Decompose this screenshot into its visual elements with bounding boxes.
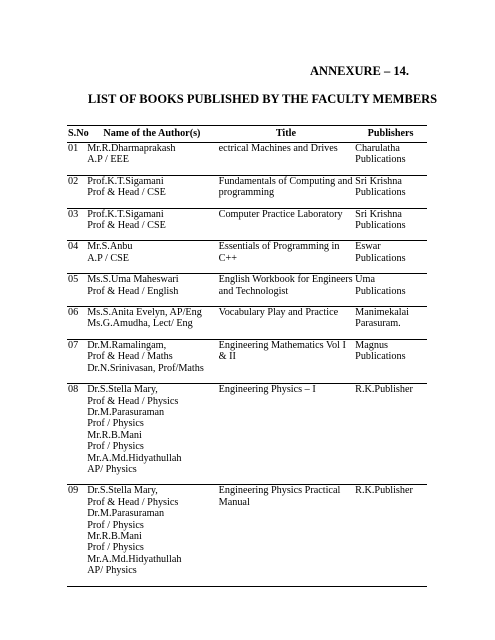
- cell-sno: 02: [67, 175, 86, 208]
- books-table: [67, 125, 427, 587]
- cell-authors-line: Prof / Physics: [87, 441, 144, 453]
- cell-publisher: [354, 339, 427, 383]
- cell-authors-line: A.P / EEE: [87, 154, 129, 166]
- cell-publisher-line: Charulatha: [355, 143, 400, 154]
- cell-sno: 03: [67, 208, 86, 241]
- cell-authors: [86, 307, 217, 340]
- cell-sno: 07: [67, 339, 86, 383]
- annexure-label: ANNEXURE – 14.: [310, 64, 409, 78]
- cell-authors: [86, 241, 217, 274]
- cell-publisher-line: Manimekalai: [355, 307, 409, 319]
- cell-authors-line: Prof / Physics: [87, 519, 144, 531]
- cell-title: [218, 307, 355, 340]
- cell-publisher: [354, 274, 427, 307]
- cell-title: [218, 485, 355, 586]
- cell-authors-line: Dr.M.Parasuraman: [87, 508, 165, 520]
- cell-authors-line: Prof & Head / CSE: [87, 220, 166, 232]
- cell-publisher-line: Sri Krishna: [355, 208, 402, 220]
- cell-publisher-line: Publications: [355, 252, 406, 264]
- column-header-publishers: Publishers: [354, 126, 427, 143]
- cell-publisher-line: Magnus: [355, 339, 388, 351]
- table-row: [67, 485, 427, 586]
- table-header-row: [67, 126, 427, 143]
- cell-title: [218, 384, 355, 485]
- cell-authors-line: Prof.K.T.Sigamani: [87, 175, 164, 187]
- cell-publisher: [354, 384, 427, 485]
- cell-authors-line: Dr.S.Stella Mary,: [87, 485, 158, 497]
- table-row: [67, 307, 427, 340]
- cell-title-line: Vocabulary Play and Practice: [218, 307, 339, 319]
- cell-authors-line: Prof & Head / CSE: [87, 187, 166, 199]
- column-header-title: Title: [218, 126, 355, 143]
- cell-authors-line: Prof / Physics: [87, 418, 144, 430]
- cell-title-line: Engineering Physics – I: [218, 384, 316, 396]
- cell-title: [218, 274, 355, 307]
- cell-authors-line: Dr.S.Stella Mary,: [87, 384, 158, 396]
- cell-authors-line: Mr.R.Dharmaprakash: [87, 143, 176, 154]
- cell-title-line: Engineering Physics Practical: [218, 485, 341, 497]
- cell-sno: 09: [67, 485, 86, 586]
- cell-authors-line: Mr.A.Md.Hidyathullah: [87, 553, 182, 565]
- cell-sno: 08: [67, 384, 86, 485]
- cell-publisher-line: Uma: [355, 274, 375, 286]
- cell-authors-line: Dr.M.Parasuraman: [87, 406, 165, 418]
- cell-publisher-line: Publications: [355, 220, 406, 232]
- table-row: [67, 208, 427, 241]
- cell-authors-line: Ms.S.Anita Evelyn, AP/Eng: [87, 307, 202, 319]
- cell-title-line: Computer Practice Laboratory: [218, 208, 343, 220]
- cell-title-line: ectrical Machines and Drives: [218, 143, 338, 154]
- cell-title: [218, 339, 355, 383]
- cell-title-line: & II: [218, 351, 236, 363]
- cell-authors: [86, 143, 217, 176]
- cell-publisher: [354, 307, 427, 340]
- cell-authors-line: A.P / CSE: [87, 252, 130, 264]
- cell-publisher-line: Eswar: [355, 241, 381, 253]
- cell-authors: [86, 208, 217, 241]
- cell-title-line: Engineering Mathematics Vol I: [218, 339, 346, 351]
- cell-publisher-line: Publications: [355, 187, 406, 199]
- cell-authors-line: Mr.R.B.Mani: [87, 530, 142, 542]
- cell-publisher: [354, 485, 427, 586]
- cell-publisher-line: Sri Krishna: [355, 175, 402, 187]
- table-row: [67, 175, 427, 208]
- cell-publisher-line: Parasuram.: [355, 318, 401, 330]
- cell-sno: 06: [67, 307, 86, 340]
- cell-sno: 05: [67, 274, 86, 307]
- cell-authors: [86, 485, 217, 586]
- cell-authors-line: Dr.N.Srinivasan, Prof/Maths: [87, 362, 204, 374]
- table-row: [67, 274, 427, 307]
- cell-title-line: Manual: [218, 496, 250, 508]
- cell-publisher-line: Publications: [355, 154, 406, 166]
- cell-title-line: C++: [218, 252, 237, 264]
- table-body: [67, 143, 427, 587]
- cell-authors-line: Ms.G.Amudha, Lect/ Eng: [87, 318, 193, 330]
- table-row: [67, 384, 427, 485]
- cell-publisher-line: R.K.Publisher: [355, 485, 413, 497]
- cell-publisher: [354, 241, 427, 274]
- cell-title-line: Essentials of Programming in: [218, 241, 340, 253]
- cell-title: [218, 241, 355, 274]
- column-header-sno: S.No: [67, 126, 86, 143]
- cell-publisher: [354, 208, 427, 241]
- cell-authors-line: Mr.S.Anbu: [87, 241, 133, 253]
- cell-authors: [86, 339, 217, 383]
- cell-authors: [86, 384, 217, 485]
- cell-authors: [86, 175, 217, 208]
- cell-title-line: English Workbook for Engineers: [218, 274, 353, 286]
- cell-publisher: [354, 175, 427, 208]
- cell-authors-line: Prof & Head / English: [87, 285, 179, 297]
- cell-title: [218, 175, 355, 208]
- cell-title-line: Fundamentals of Computing and: [218, 175, 353, 187]
- cell-title-line: programming: [218, 187, 275, 199]
- cell-authors: [86, 274, 217, 307]
- table-row: [67, 241, 427, 274]
- cell-title: [218, 143, 355, 176]
- cell-authors-line: Prof & Head / Physics: [87, 496, 179, 508]
- cell-publisher: [354, 143, 427, 176]
- cell-title-line: and Technologist: [218, 285, 289, 297]
- cell-authors-line: Mr.R.B.Mani: [87, 429, 142, 441]
- cell-authors-line: Prof.K.T.Sigamani: [87, 208, 164, 220]
- cell-authors-line: Mr.A.Md.Hidyathullah: [87, 452, 182, 464]
- cell-authors-line: Prof & Head / Maths: [87, 351, 173, 363]
- cell-publisher-line: Publications: [355, 351, 406, 363]
- cell-title: [218, 208, 355, 241]
- table-row: [67, 339, 427, 383]
- cell-sno: 01: [67, 143, 86, 176]
- document-title: LIST OF BOOKS PUBLISHED BY THE FACULTY MEMBERS: [87, 92, 438, 106]
- cell-authors-line: Ms.S.Uma Maheswari: [87, 274, 179, 286]
- cell-authors-line: AP/ Physics: [87, 463, 137, 475]
- cell-publisher-line: R.K.Publisher: [355, 384, 413, 396]
- cell-authors-line: Dr.M.Ramalingam,: [87, 339, 167, 351]
- cell-authors-line: Prof / Physics: [87, 542, 144, 554]
- cell-authors-line: AP/ Physics: [87, 565, 137, 577]
- cell-publisher-line: Publications: [355, 285, 406, 297]
- column-header-authors: Name of the Author(s): [86, 126, 217, 143]
- cell-authors-line: Prof & Head / Physics: [87, 395, 179, 407]
- cell-sno: 04: [67, 241, 86, 274]
- table-row: [67, 143, 427, 176]
